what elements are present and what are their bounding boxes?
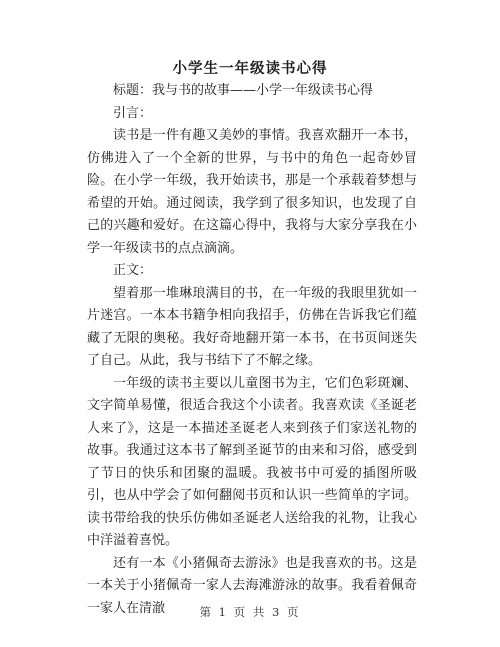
page-indicator: 第 1 页 共 3 页 [199,605,301,619]
body-paragraph-1: 望着那一堆琳琅满目的书，在一年级的我眼里犹如一片迷宫。一本本书籍争相向我招手，仿佛在告诉我它们蕴藏了无限的奥秘。我好奇地翻开第一本书，在书页间迷失了自己。从此，我与书结下了不解之缘。 [87,285,417,368]
body-paragraph-3: 还有一本《小猪佩奇去游泳》也是我喜欢的书。这是一本关于小猪佩奇一家人去海滩游泳的故事。我看着佩奇一家人在清澈 [87,555,417,616]
document-body [87,80,417,620]
intro-paragraph: 读书是一件有趣又美妙的事情。我喜欢翻开一本书，仿佛进入了一个全新的世界，与书中的角色一起奇妙冒险。在小学一年级，我开始读书，那是一个承载着梦想与希望的开始。通过阅读，我学到了很多知识，也发现了自己的兴趣和爱好。在这篇心得中，我将与大家分享我在小学一年级读书的点点滴滴。 [87,128,417,256]
body-paragraph-2: 一年级的读书主要以儿童图书为主，它们色彩斑斓、文字简单易懂，很适合我这个小读者。我喜欢读《圣诞老人来了》，这是一本描述圣诞老人来到孩子们家送礼物的故事。我通过这本书了解到圣诞节的由来和习俗，感受到了节日的快乐和团聚的温暖。我被书中可爱的插图所吸引，也从中学会了如何翻阅书页和认识一些简单的字词。读书带给我的快乐仿佛如圣诞老人送给我的礼物，让我心中洋溢着喜悦。 [87,375,417,548]
document-title: 小学生一年级读书心得 [172,61,328,77]
intro-label: 引言： [113,105,153,121]
body-label: 正文： [113,263,153,278]
subtitle-line: 标题：我与书的故事——小学一年级读书心得 [113,83,374,98]
